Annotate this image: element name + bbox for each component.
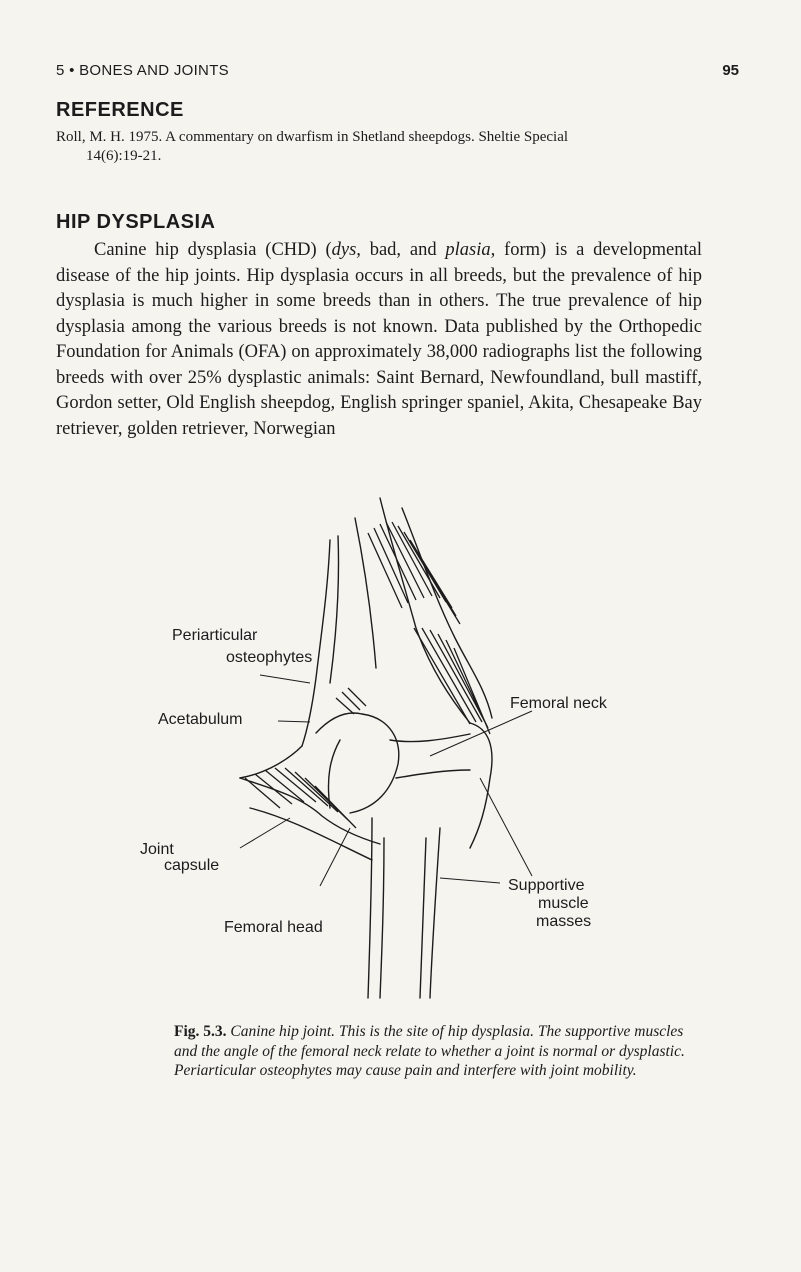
running-header bbox=[56, 62, 745, 84]
label-capsule: capsule bbox=[164, 857, 220, 874]
label-osteophytes: osteophytes bbox=[226, 649, 313, 666]
citation-line-2: 14(6):19-21. bbox=[86, 148, 162, 164]
citation-line-1: Roll, M. H. 1975. A commentary on dwarfism in Shetland sheepdogs. Sheltie Special bbox=[56, 129, 569, 145]
section-heading: HIP DYSPLASIA bbox=[56, 211, 216, 233]
label-muscle: muscle bbox=[538, 895, 589, 912]
reference-citation bbox=[56, 128, 706, 166]
text-bad: bad, and bbox=[360, 240, 446, 260]
label-acetabulum: Acetabulum bbox=[158, 711, 243, 728]
body-paragraph bbox=[56, 238, 702, 442]
caption-text: Canine hip joint. This is the site of hip dysplasia. The supportive muscles and the angle of the femoral neck relate to whether a joint is normal or dysplastic. Periarticular osteophytes may cause pain and interfere with joint mobility. bbox=[174, 1023, 685, 1079]
label-femoral-head: Femoral head bbox=[224, 919, 323, 936]
term-plasia: plasia, bbox=[445, 240, 496, 260]
term-dys: dys, bbox=[331, 240, 361, 260]
hip-joint-drawing bbox=[140, 478, 640, 1018]
figure-caption bbox=[174, 1022, 704, 1081]
chapter-title: 5 • BONES AND JOINTS bbox=[56, 62, 229, 79]
reference-heading: REFERENCE bbox=[56, 99, 184, 121]
label-periarticular: Periarticular bbox=[172, 627, 258, 644]
label-masses: masses bbox=[536, 913, 592, 930]
intro-rest: form) is a developmental disease of the hip joints. Hip dysplasia occurs in all breeds, but the prevalence of hip dysplasia is much higher in some breeds than in others. The true prevalence of hip dysplasia among the various breeds is not known. Data published by the Orthopedic Foundation for Animals (OFA) on approximately 38,000 radiographs list the following breeds with over 25% dysplastic animals: Saint Bernard, Newfoundland, bull mastiff, Gordon setter, Old English sheepdog, English springer spaniel, Akita, Chesapeake Bay retriever, golden retriever, Norwegian bbox=[56, 240, 702, 439]
caption-number: Fig. 5.3. bbox=[174, 1023, 227, 1040]
label-supportive: Supportive bbox=[508, 877, 585, 894]
intro-lead: Canine hip dysplasia (CHD) ( bbox=[94, 240, 332, 260]
label-joint: Joint bbox=[140, 841, 174, 858]
page-number: 95 bbox=[722, 62, 739, 79]
hip-joint-figure bbox=[140, 478, 640, 1018]
label-femoral-neck: Femoral neck bbox=[510, 695, 607, 712]
